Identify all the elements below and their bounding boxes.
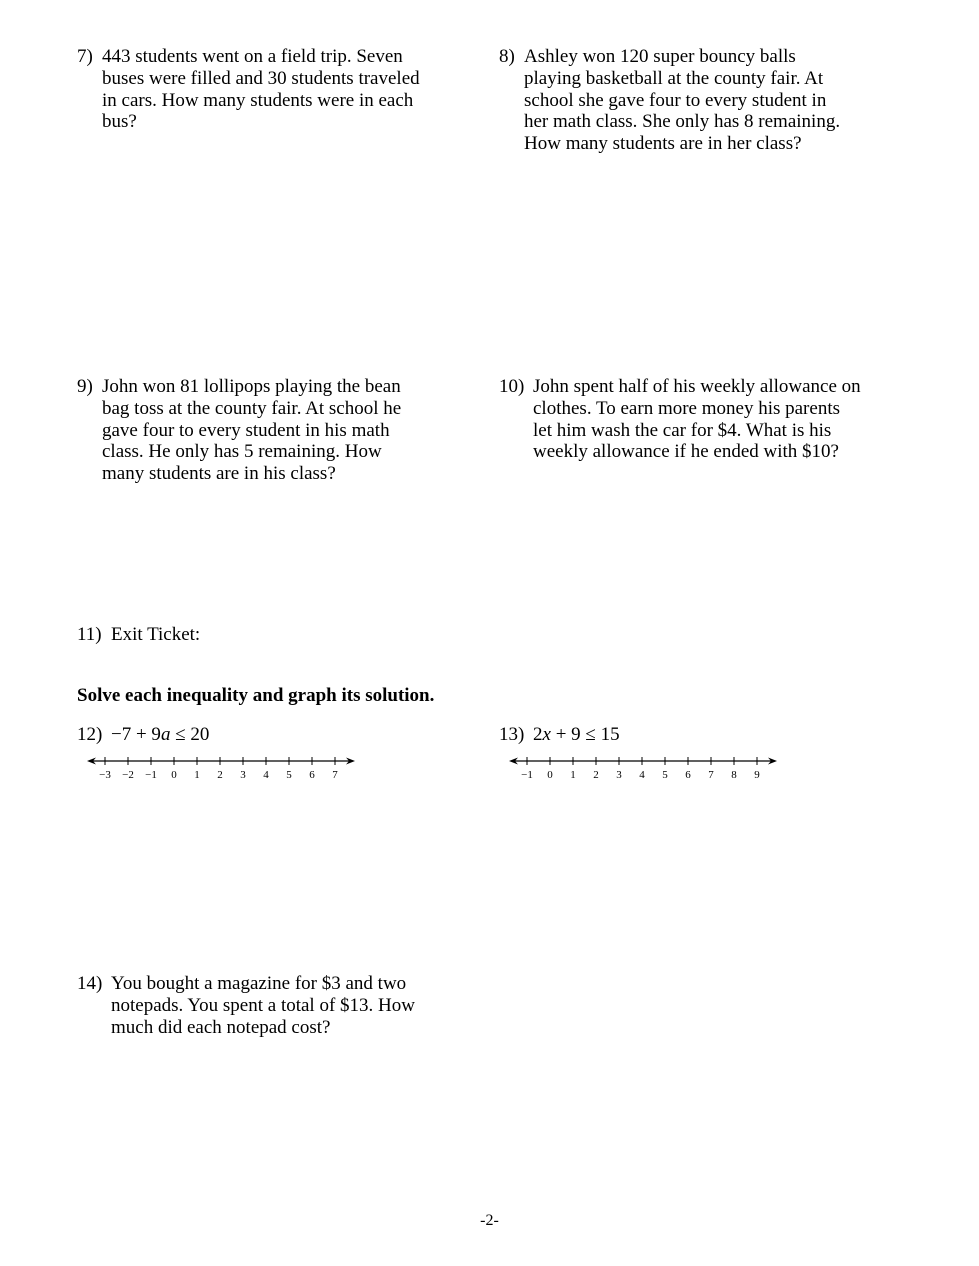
expression-variable: a xyxy=(160,724,171,745)
tick-label: 3 xyxy=(616,769,622,781)
problem-8 xyxy=(499,46,854,155)
tick-label: −2 xyxy=(122,769,134,781)
tick-label: 7 xyxy=(332,769,338,781)
tick-label: 5 xyxy=(662,769,668,781)
problem-14 xyxy=(77,973,437,1038)
tick-label: −3 xyxy=(99,769,111,781)
inequality-expression xyxy=(111,724,377,746)
problem-number: 12) xyxy=(77,724,103,745)
inequality-expression xyxy=(533,724,799,746)
tick-label: 4 xyxy=(639,769,645,781)
number-line-12 xyxy=(85,752,360,784)
problem-number: 14) xyxy=(77,973,103,994)
problem-9 xyxy=(77,376,422,485)
expression-left: 2 xyxy=(533,724,543,745)
tick-label: 0 xyxy=(171,769,177,781)
problem-7 xyxy=(77,46,437,133)
problem-text: John won 81 lollipops playing the bean bag toss at the county fair. At school he gave four to every student in his math class. He only has 5 remaining. How many students are in his class? xyxy=(102,376,402,485)
tick-label: 6 xyxy=(685,769,691,781)
problem-11 xyxy=(77,624,377,646)
tick-label: 5 xyxy=(286,769,292,781)
problem-number: 9) xyxy=(77,376,93,397)
tick-label: 9 xyxy=(754,769,760,781)
problem-text: 443 students went on a field trip. Seven buses were filled and 30 students traveled in cars. How many students were in each bus? xyxy=(102,46,420,133)
expression-variable: x xyxy=(542,724,551,745)
problem-number: 10) xyxy=(499,376,525,397)
problem-number: 11) xyxy=(77,624,102,645)
problem-number: 8) xyxy=(499,46,515,67)
tick-label: 1 xyxy=(570,769,576,781)
tick-label: 2 xyxy=(217,769,223,781)
tick-label: −1 xyxy=(145,769,157,781)
problem-text: Exit Ticket: xyxy=(111,624,201,645)
problem-text: You bought a magazine for $3 and two notepads. You spent a total of $13. How much did each notepad cost? xyxy=(111,973,415,1038)
tick-label: 1 xyxy=(194,769,200,781)
expression-right: + 9 ≤ 15 xyxy=(550,724,620,745)
problem-text: John spent half of his weekly allowance on clothes. To earn more money his parents let him wash the car for $4. What is his weekly allowance if he ended with $10? xyxy=(533,376,861,463)
tick-label: 2 xyxy=(593,769,599,781)
page-number: -2- xyxy=(480,1212,499,1229)
problem-10 xyxy=(499,376,861,463)
tick-label: −1 xyxy=(521,769,533,781)
tick-label: 7 xyxy=(708,769,714,781)
tick-label: 4 xyxy=(263,769,269,781)
problem-12 xyxy=(77,724,377,746)
problem-text: Ashley won 120 super bouncy balls playing basketball at the county fair. At school she gave four to every student in her math class. She only has 8 remaining. How many students are in her class? xyxy=(524,46,841,155)
problem-number: 13) xyxy=(499,724,525,745)
tick-label: 6 xyxy=(309,769,315,781)
section-heading: Solve each inequality and graph its solution. xyxy=(77,685,435,706)
tick-label: 8 xyxy=(731,769,737,781)
problem-number: 7) xyxy=(77,46,93,67)
tick-label: 3 xyxy=(240,769,246,781)
expression-left: −7 + 9 xyxy=(111,724,161,745)
expression-right: ≤ 20 xyxy=(170,724,210,745)
number-line-13 xyxy=(507,752,782,784)
tick-label: 0 xyxy=(547,769,553,781)
problem-13 xyxy=(499,724,799,746)
